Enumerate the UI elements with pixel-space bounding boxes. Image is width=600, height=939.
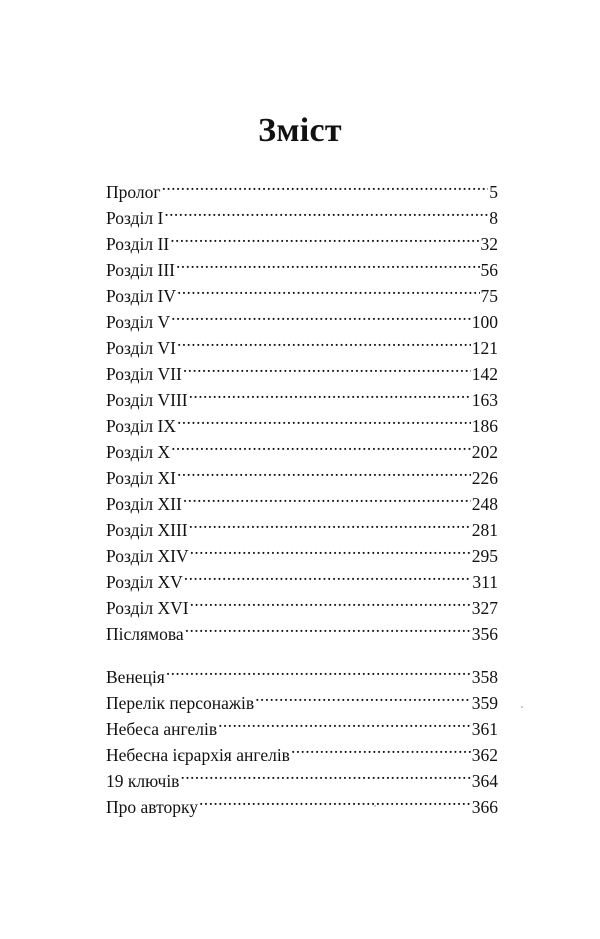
toc-entry-page: 163	[471, 390, 498, 410]
dot-leader	[171, 432, 471, 458]
dot-leader	[291, 735, 471, 761]
dot-leader	[184, 562, 472, 588]
dot-leader	[164, 198, 488, 224]
dot-leader	[185, 614, 471, 640]
toc-entry-label: Венеція	[106, 667, 165, 687]
dot-leader	[166, 657, 471, 683]
toc-entry-label: Розділ V	[106, 312, 171, 332]
toc-entry-page: 226	[471, 468, 498, 488]
toc-entry-label: Небеса ангелів	[106, 719, 218, 739]
toc-entry-label: Пролог	[106, 182, 161, 202]
dot-leader	[177, 276, 480, 302]
toc-entry-chapter-1	[106, 198, 498, 228]
toc-entry-label: Розділ VIII	[106, 390, 188, 410]
dot-leader	[199, 787, 471, 813]
toc-entry-page: 75	[480, 286, 498, 306]
dot-leader	[190, 588, 471, 614]
dot-leader	[171, 302, 471, 328]
dot-leader	[189, 510, 471, 536]
toc-entry-label: Розділ XIII	[106, 520, 188, 540]
toc-entry-page: 142	[471, 364, 498, 384]
toc-entry-page: 202	[471, 442, 498, 462]
toc-entry-label: Про авторку	[106, 797, 199, 817]
table-of-contents-main	[106, 172, 498, 644]
toc-entry-page: 8	[489, 208, 498, 228]
dot-leader	[190, 536, 471, 562]
toc-entry-label: Розділ XII	[106, 494, 182, 514]
dot-leader	[162, 172, 489, 198]
toc-entry-page: 5	[489, 182, 498, 202]
toc-entry-page: 248	[471, 494, 498, 514]
dot-leader	[177, 458, 471, 484]
toc-entry-prologue	[106, 172, 498, 202]
toc-entry-venice	[106, 657, 498, 687]
toc-entry-page: 311	[472, 572, 498, 592]
toc-entry-page: 327	[471, 598, 498, 618]
toc-entry-label: Розділ II	[106, 234, 170, 254]
dot-leader	[218, 709, 471, 735]
toc-entry-page: 364	[471, 771, 498, 791]
toc-entry-label: Розділ XVI	[106, 598, 189, 618]
dot-leader	[170, 224, 479, 250]
page-title: Зміст	[258, 111, 342, 149]
toc-entry-chapter-2	[106, 224, 498, 254]
table-of-contents-appendix	[106, 657, 498, 817]
toc-entry-page: 358	[471, 667, 498, 687]
dot-leader	[180, 761, 470, 787]
toc-entry-label: Перелік персонажів	[106, 693, 255, 713]
toc-entry-page: 186	[471, 416, 498, 436]
dot-leader	[176, 250, 479, 276]
toc-entry-page: 56	[480, 260, 498, 280]
toc-entry-label: Розділ IX	[106, 416, 176, 436]
dot-leader	[183, 484, 471, 510]
dot-leader	[177, 328, 471, 354]
toc-entry-label: Розділ VI	[106, 338, 176, 358]
toc-entry-page: 295	[471, 546, 498, 566]
toc-entry-page: 362	[471, 745, 498, 765]
toc-entry-page: 361	[471, 719, 498, 739]
toc-entry-label: Розділ X	[106, 442, 171, 462]
toc-entry-page: 359	[471, 693, 498, 713]
paper-speck	[374, 805, 376, 807]
toc-entry-label: Розділ XI	[106, 468, 176, 488]
toc-entry-label: Розділ XV	[106, 572, 183, 592]
toc-entry-page: 366	[471, 797, 498, 817]
toc-entry-page: 100	[471, 312, 498, 332]
toc-entry-label: Післямова	[106, 624, 184, 644]
toc-entry-label: Розділ IV	[106, 286, 176, 306]
toc-entry-label: Розділ III	[106, 260, 176, 280]
dot-leader	[255, 683, 471, 709]
toc-entry-label: Розділ XIV	[106, 546, 189, 566]
toc-entry-page: 32	[480, 234, 498, 254]
toc-entry-label: 19 ключів	[106, 771, 180, 791]
toc-entry-label: Розділ I	[106, 208, 164, 228]
toc-entry-label: Небесна ієрархія ангелів	[106, 745, 290, 765]
toc-entry-page: 281	[471, 520, 498, 540]
paper-speck	[521, 706, 523, 708]
dot-leader	[189, 380, 471, 406]
dot-leader	[177, 406, 471, 432]
toc-entry-page: 121	[471, 338, 498, 358]
toc-entry-page: 356	[471, 624, 498, 644]
toc-entry-label: Розділ VII	[106, 364, 182, 384]
dot-leader	[183, 354, 471, 380]
